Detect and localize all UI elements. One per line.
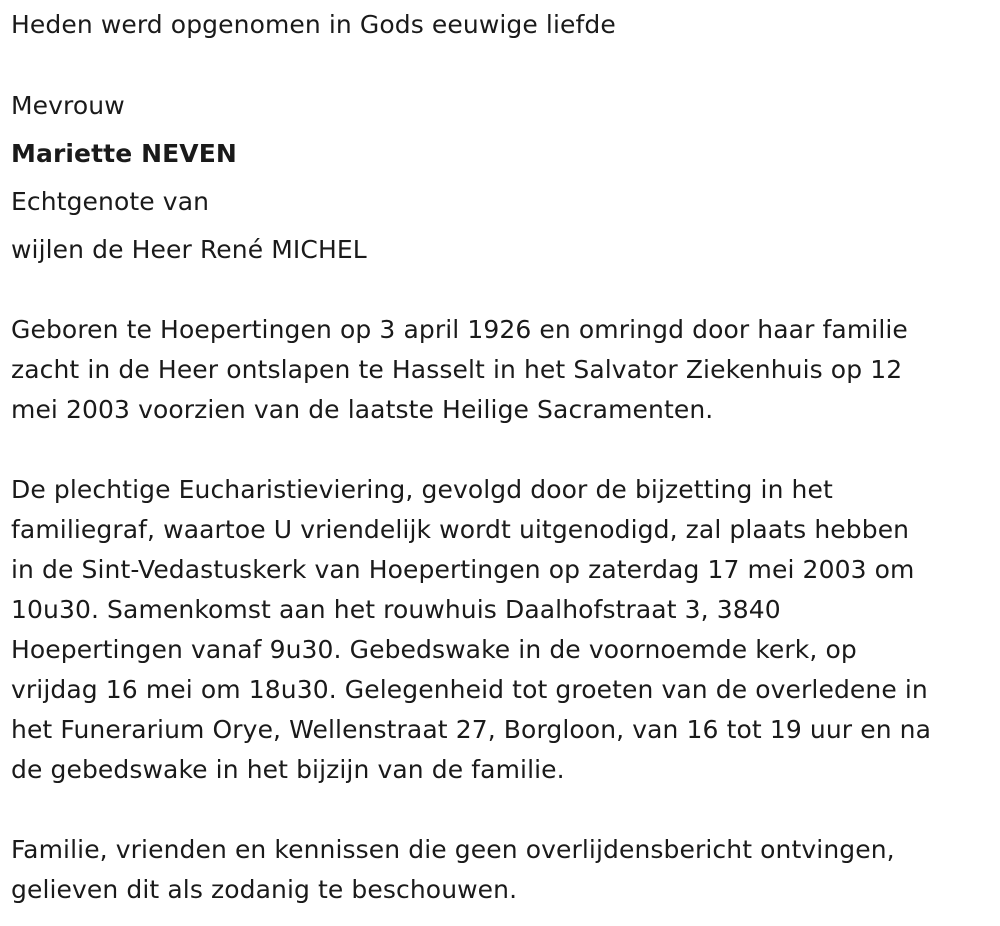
paragraph-line: De plechtige Eucharistieviering, gevolgd door de bijzetting in het (11, 475, 833, 504)
paragraph-line: Geboren te Hoepertingen op 3 april 1926 en omringd door haar familie (11, 315, 908, 344)
spouse-text: wijlen de Heer René MICHEL (11, 235, 367, 264)
paragraph-line: familiegraf, waartoe U vriendelijk wordt uitgenodigd, zal plaats hebben (11, 515, 910, 544)
honorific: Mevrouw (11, 91, 125, 120)
paragraph-line: Hoepertingen vanaf 9u30. Gebedswake in de voornoemde kerk, op (11, 635, 857, 664)
paragraph-line: gelieven dit als zodanig te beschouwen. (11, 875, 518, 904)
paragraph-line: het Funerarium Orye, Wellenstraat 27, Borgloon, van 16 tot 19 uur en na (11, 715, 932, 744)
deceased-name: Mariette NEVEN (11, 139, 237, 168)
relation-text: Echtgenote van (11, 187, 210, 216)
paragraph-line: Familie, vrienden en kennissen die geen overlijdensbericht ontvingen, (11, 835, 895, 864)
paragraph-line: de gebedswake in het bijzijn van de familie. (11, 755, 565, 784)
paragraph-line: mei 2003 voorzien van de laatste Heilige Sacramenten. (11, 395, 714, 424)
paragraph-line: 10u30. Samenkomst aan het rouwhuis Daalhofstraat 3, 3840 (11, 595, 781, 624)
birth-paragraph (11, 310, 986, 430)
closing-paragraph (11, 830, 986, 910)
paragraph-line: zacht in de Heer ontslapen te Hasselt in het Salvator Ziekenhuis op 12 (11, 355, 903, 384)
intro-text: Heden werd opgenomen in Gods eeuwige liefde (11, 10, 616, 39)
ceremony-paragraph (11, 470, 986, 790)
paragraph-line: vrijdag 16 mei om 18u30. Gelegenheid tot groeten van de overledene in (11, 675, 928, 704)
paragraph-line: in de Sint-Vedastuskerk van Hoepertingen op zaterdag 17 mei 2003 om (11, 555, 915, 584)
